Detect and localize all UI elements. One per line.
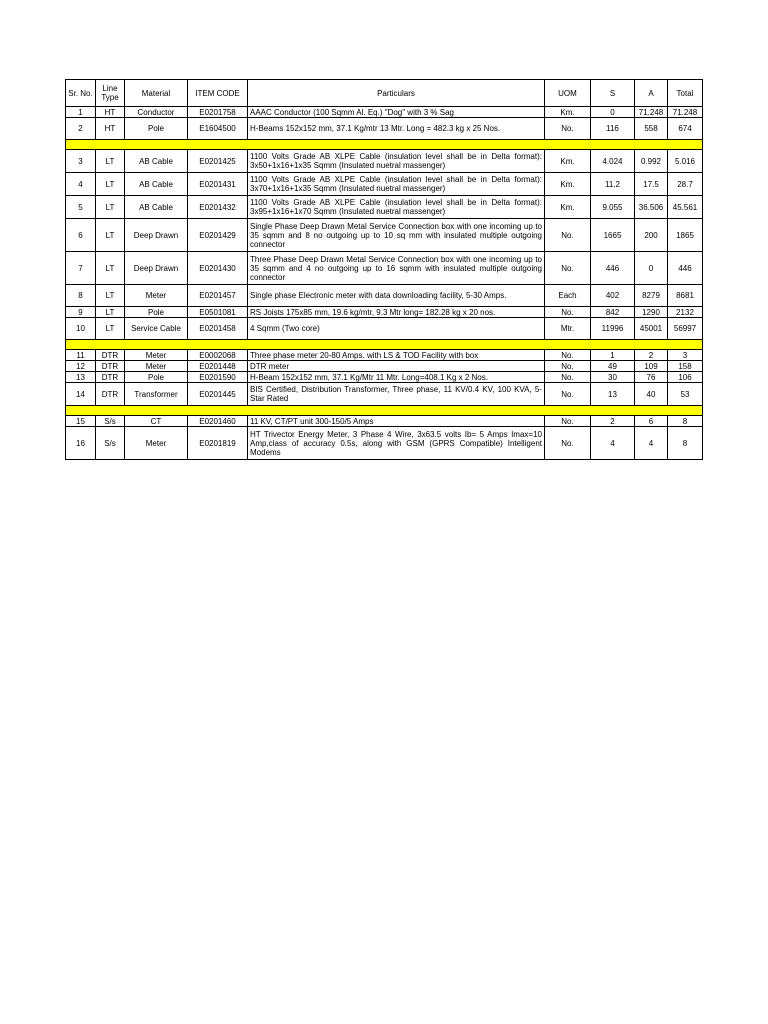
line-type-cell: DTR [96,383,125,406]
total-cell: 56997 [668,318,703,340]
material-cell: Pole [125,118,188,140]
particulars-cell: 4 Sqmm (Two core) [248,318,545,340]
table-row [66,252,703,285]
particulars-cell: 11 KV, CT/PT unit 300-150/5 Amps [248,416,545,427]
total-cell: 71.248 [668,107,703,118]
group-separator-row [66,140,703,150]
uom-cell: Each [545,285,591,307]
sr-no-cell: 11 [66,350,96,361]
line-type-cell: HT [96,107,125,118]
a-value-cell: 40 [635,383,668,406]
s-value-cell: 13 [591,383,635,406]
header-line-type: Line Type [96,80,125,107]
total-cell: 2132 [668,307,703,318]
table-row [66,285,703,307]
sr-no-cell: 7 [66,252,96,285]
header-row [66,80,703,107]
sr-no-cell: 5 [66,196,96,219]
a-value-cell: 0.992 [635,150,668,173]
s-value-cell: 842 [591,307,635,318]
sr-no-cell: 8 [66,285,96,307]
material-cell: Deep Drawn [125,252,188,285]
header-total: Total [668,80,703,107]
total-cell: 106 [668,372,703,383]
a-value-cell: 558 [635,118,668,140]
uom-cell: No. [545,350,591,361]
material-cell: AB Cable [125,173,188,196]
table-row [66,107,703,118]
item-code-cell: E0201758 [188,107,248,118]
header-s: S [591,80,635,107]
table-row [66,173,703,196]
sr-no-cell: 6 [66,219,96,252]
total-cell: 28.7 [668,173,703,196]
a-value-cell: 4 [635,427,668,460]
uom-cell: No. [545,361,591,372]
particulars-cell: Single phase Electronic meter with data downloading facility, 5-30 Amps. [248,285,545,307]
material-cell: Deep Drawn [125,219,188,252]
material-cell: Transformer [125,383,188,406]
group-separator-cell [66,140,703,150]
a-value-cell: 109 [635,361,668,372]
s-value-cell: 1665 [591,219,635,252]
particulars-cell: H-Beam 152x152 mm, 37.1 Kg/Mtr 11 Mtr. Long=408.1 Kg x 2 Nos. [248,372,545,383]
total-cell: 5.016 [668,150,703,173]
item-code-cell: E0201430 [188,252,248,285]
total-cell: 1865 [668,219,703,252]
line-type-cell: LT [96,318,125,340]
material-table [65,79,703,460]
uom-cell: Mtr. [545,318,591,340]
line-type-cell: DTR [96,350,125,361]
particulars-cell: BIS Certified, Distribution Transformer, Three phase, 11 KV/0.4 KV, 100 KVA, 5-Star Rated [248,383,545,406]
header-a: A [635,80,668,107]
s-value-cell: 11.2 [591,173,635,196]
s-value-cell: 0 [591,107,635,118]
sr-no-cell: 9 [66,307,96,318]
material-cell: AB Cable [125,196,188,219]
total-cell: 8 [668,427,703,460]
material-cell: Pole [125,372,188,383]
particulars-cell: H-Beams 152x152 mm, 37.1 Kg/mtr 13 Mtr. Long = 482.3 kg x 25 Nos. [248,118,545,140]
material-cell: Conductor [125,107,188,118]
uom-cell: No. [545,372,591,383]
item-code-cell: E0201458 [188,318,248,340]
table-row [66,118,703,140]
material-cell: Meter [125,427,188,460]
total-cell: 446 [668,252,703,285]
a-value-cell: 6 [635,416,668,427]
header-uom: UOM [545,80,591,107]
item-code-cell: E0201425 [188,150,248,173]
item-code-cell: E0201819 [188,427,248,460]
particulars-cell: Single Phase Deep Drawn Metal Service Connection box with one incoming up to 35 sqmm and 8 no outgoing up to 10 sq mm with insulated multiple outgoing connector [248,219,545,252]
table-row [66,361,703,372]
particulars-cell: 1100 Volts Grade AB XLPE Cable (insulation level shall be in Delta format): 3x50+1x16+1x35 Sqmm (Insulated nuetral massenger) [248,150,545,173]
header-sr-no: Sr. No. [66,80,96,107]
s-value-cell: 30 [591,372,635,383]
uom-cell: No. [545,416,591,427]
table-row [66,383,703,406]
total-cell: 53 [668,383,703,406]
uom-cell: No. [545,118,591,140]
item-code-cell: E0201429 [188,219,248,252]
table-row [66,318,703,340]
line-type-cell: DTR [96,361,125,372]
total-cell: 158 [668,361,703,372]
item-code-cell: E0002068 [188,350,248,361]
a-value-cell: 76 [635,372,668,383]
item-code-cell: E0201432 [188,196,248,219]
line-type-cell: DTR [96,372,125,383]
particulars-cell: Three phase meter 20-80 Amps. with LS & TOD Facility with box [248,350,545,361]
s-value-cell: 11996 [591,318,635,340]
group-separator-cell [66,340,703,350]
material-cell: Service Cable [125,318,188,340]
uom-cell: Km. [545,107,591,118]
header-particulars: Particulars [248,80,545,107]
item-code-cell: E0201590 [188,372,248,383]
total-cell: 8681 [668,285,703,307]
s-value-cell: 4.024 [591,150,635,173]
material-cell: Pole [125,307,188,318]
a-value-cell: 1290 [635,307,668,318]
item-code-cell: E1604500 [188,118,248,140]
table-row [66,350,703,361]
table-row [66,150,703,173]
table-body [66,107,703,460]
line-type-cell: S/s [96,427,125,460]
sr-no-cell: 2 [66,118,96,140]
s-value-cell: 9.055 [591,196,635,219]
total-cell: 3 [668,350,703,361]
total-cell: 45.561 [668,196,703,219]
s-value-cell: 402 [591,285,635,307]
s-value-cell: 4 [591,427,635,460]
table-row [66,196,703,219]
table-row [66,416,703,427]
a-value-cell: 17.5 [635,173,668,196]
uom-cell: No. [545,427,591,460]
table-row [66,307,703,318]
table-row [66,219,703,252]
material-cell: Meter [125,285,188,307]
line-type-cell: S/s [96,416,125,427]
line-type-cell: LT [96,196,125,219]
material-cell: CT [125,416,188,427]
item-code-cell: E0501081 [188,307,248,318]
item-code-cell: E0201448 [188,361,248,372]
item-code-cell: E0201460 [188,416,248,427]
item-code-cell: E0201445 [188,383,248,406]
material-cell: AB Cable [125,150,188,173]
particulars-cell: DTR meter [248,361,545,372]
s-value-cell: 446 [591,252,635,285]
sr-no-cell: 12 [66,361,96,372]
particulars-cell: Three Phase Deep Drawn Metal Service Connection box with one incoming up to 35 sqmm and 4 no outgoing up to 16 sqmm with insulated multiple outgoing connector [248,252,545,285]
a-value-cell: 36.506 [635,196,668,219]
a-value-cell: 45001 [635,318,668,340]
particulars-cell: HT Trivector Energy Meter, 3 Phase 4 Wire, 3x63.5 volts Ib= 5 Amps Imax=10 Amp,class of accuracy 0.5s, along with GSM (GPRS Compatible) Intelligent Modems [248,427,545,460]
uom-cell: No. [545,307,591,318]
sr-no-cell: 4 [66,173,96,196]
a-value-cell: 2 [635,350,668,361]
a-value-cell: 8279 [635,285,668,307]
particulars-cell: 1100 Volts Grade AB XLPE Cable (insulation level shall be in Delta format): 3x70+1x16+1x35 Sqmm (Insulated nuetral massenger) [248,173,545,196]
total-cell: 8 [668,416,703,427]
s-value-cell: 116 [591,118,635,140]
header-item-code: ITEM CODE [188,80,248,107]
group-separator-row [66,406,703,416]
sr-no-cell: 3 [66,150,96,173]
table-row [66,372,703,383]
line-type-cell: LT [96,252,125,285]
a-value-cell: 0 [635,252,668,285]
header-material: Material [125,80,188,107]
particulars-cell: AAAC Conductor (100 Sqmm Al. Eq.) "Dog" with 3 % Sag [248,107,545,118]
sr-no-cell: 1 [66,107,96,118]
sr-no-cell: 14 [66,383,96,406]
line-type-cell: LT [96,219,125,252]
line-type-cell: LT [96,307,125,318]
material-cell: Meter [125,350,188,361]
group-separator-cell [66,406,703,416]
sr-no-cell: 13 [66,372,96,383]
uom-cell: No. [545,252,591,285]
uom-cell: Km. [545,196,591,219]
uom-cell: Km. [545,150,591,173]
a-value-cell: 71.248 [635,107,668,118]
item-code-cell: E0201457 [188,285,248,307]
line-type-cell: HT [96,118,125,140]
line-type-cell: LT [96,173,125,196]
table-row [66,427,703,460]
particulars-cell: 1100 Volts Grade AB XLPE Cable (insulation level shall be in Delta format): 3x95+1x16+1x70 Sqmm (Insulated nuetral massenger) [248,196,545,219]
s-value-cell: 49 [591,361,635,372]
total-cell: 674 [668,118,703,140]
sr-no-cell: 16 [66,427,96,460]
particulars-cell: RS Joists 175x85 mm, 19.6 kg/mtr, 9.3 Mtr long= 182.28 kg x 20 nos. [248,307,545,318]
a-value-cell: 200 [635,219,668,252]
s-value-cell: 2 [591,416,635,427]
line-type-cell: LT [96,285,125,307]
group-separator-row [66,340,703,350]
uom-cell: No. [545,219,591,252]
material-cell: Meter [125,361,188,372]
s-value-cell: 1 [591,350,635,361]
uom-cell: No. [545,383,591,406]
sr-no-cell: 10 [66,318,96,340]
sr-no-cell: 15 [66,416,96,427]
uom-cell: Km. [545,173,591,196]
line-type-cell: LT [96,150,125,173]
item-code-cell: E0201431 [188,173,248,196]
